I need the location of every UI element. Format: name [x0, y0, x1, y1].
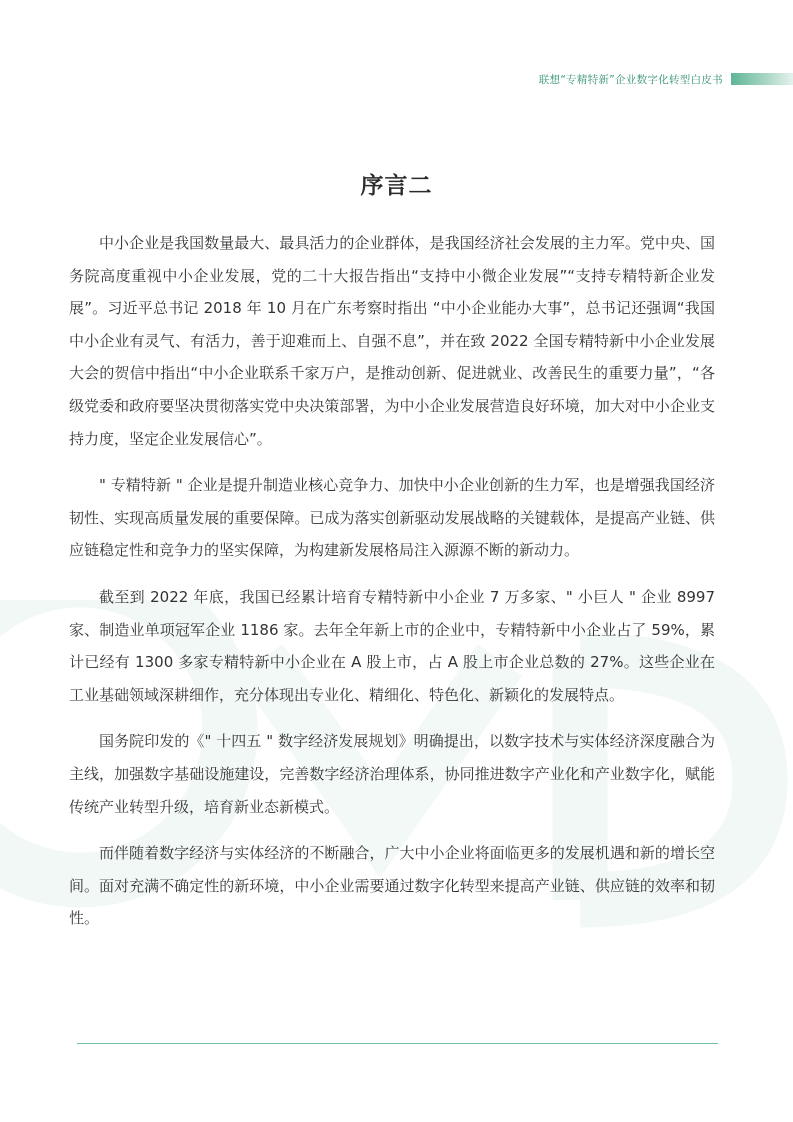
running-header: [0, 70, 793, 90]
paragraph-5: 而伴随着数字经济与实体经济的不断融合，广大中小企业将面临更多的发展机遇和新的增长空间。面对充满不确定性的新环境，中小企业需要通过数字化转型来提高产业链、供应链的效率和韧性。: [69, 844, 715, 928]
header-accent-bar: [731, 73, 793, 85]
paragraph-2: " 专精特新 " 企业是提升制造业核心竞争力、加快中小企业创新的生力军，也是增强我国经济韧性、实现高质量发展的重要保障。已成为落实创新驱动发展战略的关键载体，是提高产业链、供应链稳定性和竞争力的坚实保障，为构建新发展格局注入源源不断的新动力。: [69, 476, 715, 560]
paragraph-3: 截至到 2022 年底，我国已经累计培育专精特新中小企业 7 万多家、" 小巨人 " 企业 8997 家、制造业单项冠军企业 1186 家。去年全年新上市的企业中，专精特新中小企业占了 59%，累计已经有 1300 多家专精特新中小企业在 A 股上市，占 A 股上市企业总数的 27%。这些企业在工业基础领域深耕细作，充分体现出专业化、精细化、特色化、新颖化的发展特点。: [69, 587, 715, 704]
footer-divider: [77, 1043, 718, 1044]
page-title: 序言二: [360, 173, 433, 199]
header-title: 联想“专精特新”企业数字化转型白皮书: [538, 74, 723, 86]
paragraph-1: 中小企业是我国数量最大、最具活力的企业群体，是我国经济社会发展的主力军。党中央、国务院高度重视中小企业发展，党的二十大报告指出“支持中小微企业发展”“支持专精特新企业发展”。习近平总书记 2018 年 10 月在广东考察时指出 “中小企业能办大事”，总书记还强调“我国中小企业有灵气、有活力，善于迎难而上、自强不息”，并在致 2022 全国专精特新中小企业发展大会的贺信中指出“中小企业联系千家万户，是推动创新、促进就业、改善民生的重要力量”，“各级党委和政府要坚决贯彻落实党中央决策部署，为中小企业发展营造良好环境，加大对中小企业支持力度，坚定企业发展信心”。: [69, 234, 715, 448]
paragraph-4: 国务院印发的《" 十四五 " 数字经济发展规划》明确提出，以数字技术与实体经济深度融合为主线，加强数字基础设施建设，完善数字经济治理体系，协同推进数字产业化和产业数字化，赋能传统产业转型升级，培育新业态新模式。: [69, 732, 715, 816]
preface-body: [69, 227, 715, 949]
